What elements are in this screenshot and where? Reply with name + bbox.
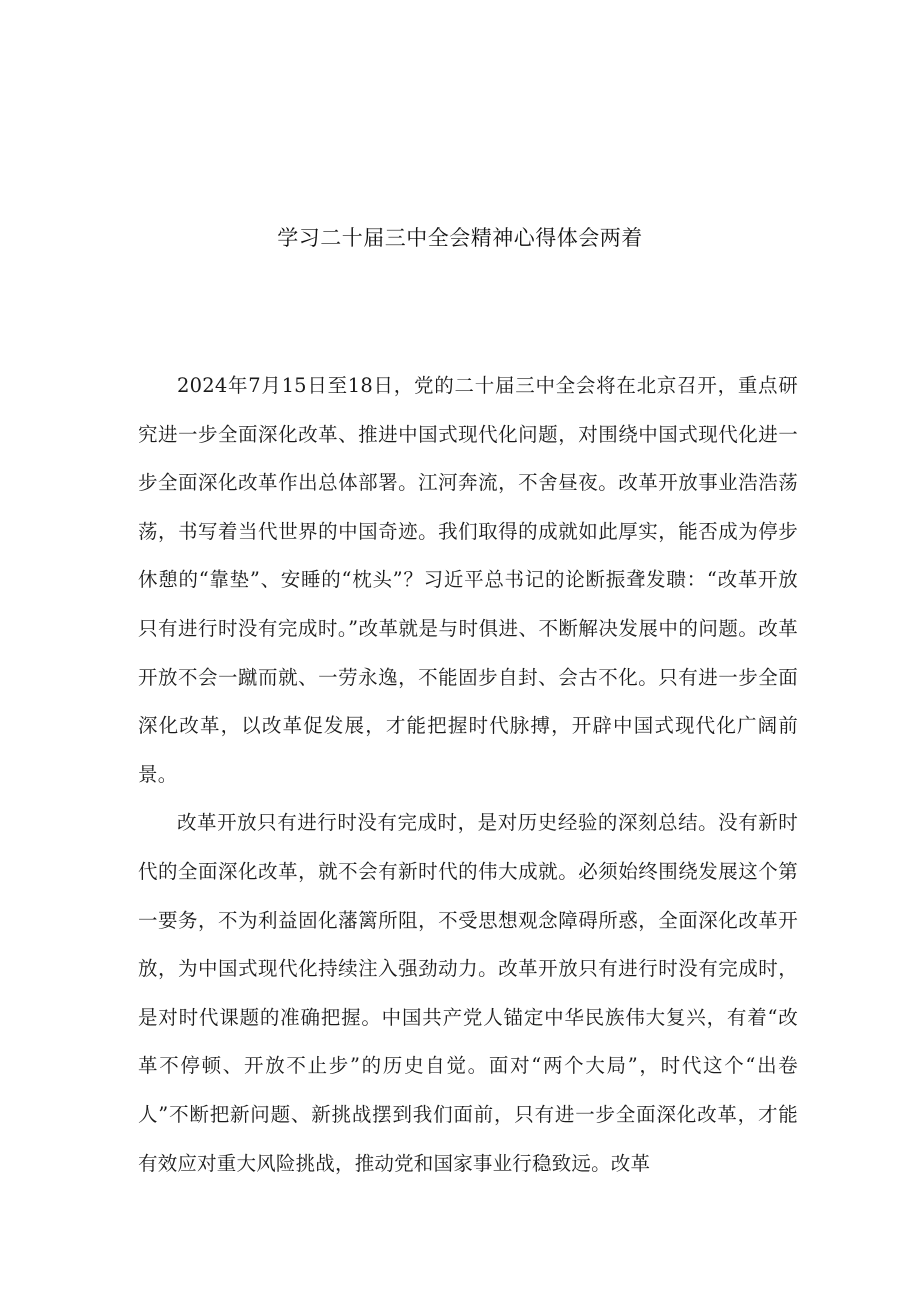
document-body xyxy=(138,362,798,1188)
document-title: 学习二十届三中全会精神心得体会两着 xyxy=(277,226,643,250)
paragraph-2: 改革开放只有进行时没有完成时，是对历史经验的深刻总结。没有新时代的全面深化改革，就不会有新时代的伟大成就。必须始终围绕发展这个第一要务，不为利益固化藩篱所阻，不受思想观念障碍所惑，全面深化改革开放，为中国式现代化持续注入强劲动力。改革开放只有进行时没有完成时，是对时代课题的准确把握。中国共产党人锚定中华民族伟大复兴，有着“改革不停顿、开放不止步”的历史自觉。面对“两个大局”，时代这个“出卷人”不断把新问题、新挑战摆到我们面前，只有进一步全面深化改革，才能有效应对重大风险挑战，推动党和国家事业行稳致远。改革 xyxy=(138,811,798,1175)
paragraph-1: 2024年7月15日至18日，党的二十届三中全会将在北京召开，重点研究进一步全面深化改革、推进中国式现代化问题，对围绕中国式现代化进一步全面深化改革作出总体部署。江河奔流，不舍昼夜。改革开放事业浩浩荡荡，书写着当代世界的中国奇迹。我们取得的成就如此厚实，能否成为停步休憩的“靠垫”、安睡的“枕头”？习近平总书记的论断振聋发聩：“改革开放只有进行时没有完成时。”改革就是与时俱进、不断解决发展中的问题。改革开放不会一蹴而就、一劳永逸，不能固步自封、会古不化。只有进一步全面深化改革，以改革促发展，才能把握时代脉搏，开辟中国式现代化广阔前景。 xyxy=(138,374,798,786)
